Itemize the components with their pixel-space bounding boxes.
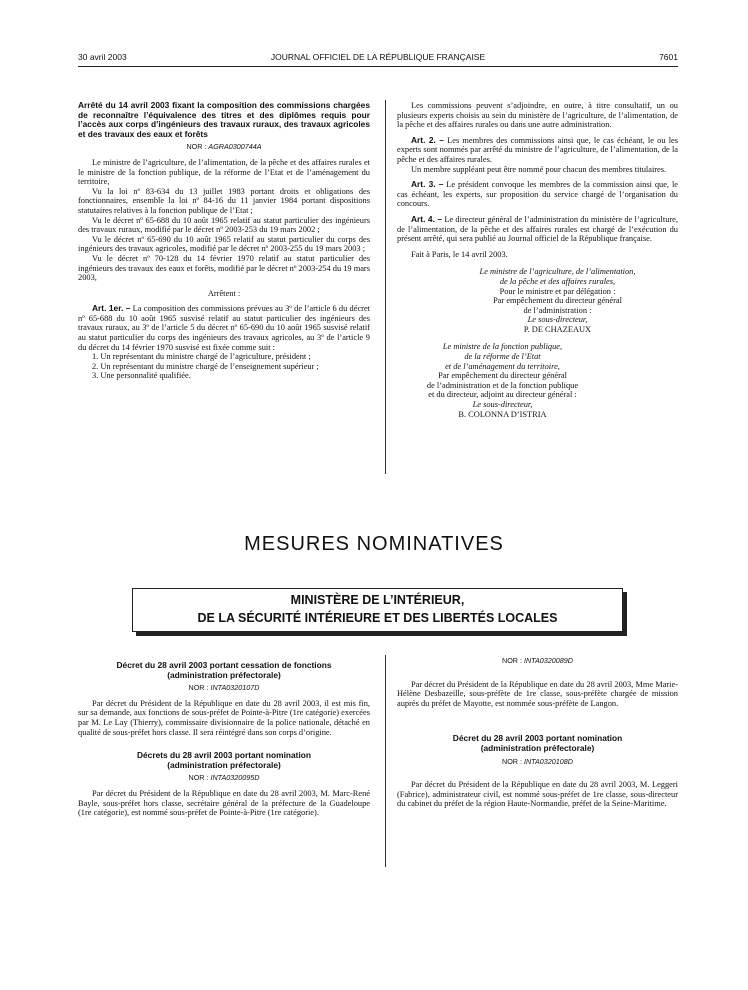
sig1-line-2: de la pêche et des affaires rurales, — [499, 276, 616, 286]
decret3-nor: NOR : INTA0320108D — [502, 756, 573, 766]
decret3-text: Par décret du Président de la République en date du 28 avril 2003, M. Leggeri (Fabrice), administrateur civil, est nommé sous-préfet de 1re classe, sous-directeur du cabinet du préfet de la région Haute-Normandie, préfet de la Seine-Maritime. — [397, 780, 678, 809]
arrete-title: Arrêté du 14 avril 2003 fixant la composition des commissions chargées de reconnaître l’équivalence des titres et des diplômes requis pour l’accès aux corps d’ingénieurs des travaux ruraux, des travaux agricoles et des travaux des eaux et forêts — [78, 100, 370, 139]
sig2-line-6: et du directeur, adjoint au directeur général : — [428, 390, 577, 400]
decret2-text: Par décret du Président de la République en date du 28 avril 2003, M. Marc-René Bayle, sous-préfet hors classe, secrétaire général de la préfecture de la Guadeloupe (1re catégorie), est nommé sous-préfet de Pointe-à-Pitre (1re catégorie). — [78, 788, 370, 818]
signature-block-1 — [397, 267, 678, 334]
header-date: 30 avril 2003 — [78, 52, 127, 62]
decret2b-text: Par décret du Président de la République en date du 28 avril 2003, Mme Marie-Hélène Desbazeille, sous-préfète de 1re classe, sous-préfète chargée de mission auprès du préfet de Mayotte, est nommée sous-préfète de Langon. — [397, 679, 678, 708]
ministry-line-1: MINISTÈRE DE L’INTÉRIEUR, — [290, 593, 465, 607]
sig2-line-2: de la réforme de l’Etat — [464, 352, 541, 362]
arrete-article-2b: Un membre suppléant peut être nommé pour chacun des membres titulaires. — [411, 164, 667, 174]
decrees-left-column — [78, 661, 370, 818]
arrete-arretent: Arrêtent : — [207, 288, 241, 298]
decret2b-nor: NOR : INTA0320089D — [502, 656, 573, 665]
sig1-line-6: Le sous-directeur, — [527, 315, 588, 325]
decrees-right-column — [397, 656, 678, 809]
header-journal-title: JOURNAL OFFICIEL DE LA RÉPUBLIQUE FRANÇAISE — [270, 52, 486, 62]
page-header — [78, 52, 678, 66]
sig2-line-3: et de l’aménagement du territoire, — [445, 361, 560, 371]
arrete-article-3: Art. 3. – Le président convoque les membres de la commission ainsi que, le cas échéant, les experts, sur proposition du service chargé de l’organisation du concours. — [397, 179, 678, 209]
header-page-number: 7601 — [659, 52, 678, 62]
section-heading-mesures: MESURES NOMINATIVES — [244, 533, 504, 555]
sig2-line-4: Par empêchement du directeur général — [438, 371, 567, 381]
column-divider-bottom — [385, 655, 386, 867]
arrete-preamble: Le ministre de l’agriculture, de l’alimentation, de la pêche et des affaires rurales et le ministre de la fonction publique, de la réforme de l’Etat et de l’aménagement du territoire, — [78, 157, 370, 187]
ministry-box — [132, 588, 623, 632]
signature-block-2 — [397, 342, 678, 419]
arrete-item-3: 3. Une personnalité qualifiée. — [92, 371, 191, 381]
sig1-signatory: P. DE CHAZEAUX — [523, 324, 592, 334]
decret1-title: Décret du 28 avril 2003 portant cessation de fonctions (administration préfectorale) — [116, 660, 332, 680]
decret2-nor: NOR : INTA0320095D — [188, 773, 260, 783]
column-divider — [385, 100, 386, 474]
arrete-fait: Fait à Paris, le 14 avril 2003. — [411, 249, 508, 259]
sig2-line-1: Le ministre de la fonction publique, — [442, 342, 563, 352]
arrete-visa-4: Vu le décret nº 70-128 du 14 février 1970 relatif au statut particulier des ingénieurs des travaux des eaux et forêts, modifié par le décret nº 2003-254 du 19 mars 2003, — [78, 253, 370, 283]
arrete-commissions-para: Les commissions peuvent s’adjoindre, en outre, à titre consultatif, un ou plusieurs experts choisis au sein du ministère de l’agriculture, de l’alimentation, de la pêche et des affaires rurales ou dans une autre administration. — [397, 101, 678, 130]
arrete-article-4: Art. 4. – Le directeur général de l’administration du ministère de l’agriculture, de l’alimentation, de la pêche et des affaires rurales est chargé de l’exécution du présent arrêté, qui sera publié au Journal officiel de la République française. — [397, 213, 678, 244]
sig1-line-1: Le ministre de l’agriculture, de l’alimentation, — [479, 267, 636, 277]
arrete-left-column — [78, 101, 370, 381]
sig1-line-5: de l’administration : — [523, 305, 592, 315]
arrete-item-2: 2. Un représentant du ministre chargé de l’enseignement supérieur ; — [92, 361, 319, 371]
arrete-visa-2: Vu le décret nº 65-688 du 10 août 1965 relatif au statut particulier des ingénieurs des travaux ruraux, modifié par le décret nº 2003-253 du 19 mars 2002 ; — [78, 215, 370, 235]
arrete-article-1: Art. 1er. – La composition des commissions prévues au 3º de l’article 6 du décret nº 65-688 du 10 août 1965 susvisé relatif au statut particulier des ingénieurs des travaux ruraux, au 3º de l’article 5 du décret nº 65-690 du 10 août 1965 susvisé relatif au statut particulier du corps des ingénieurs des travaux agricoles, au 3º de l’article 9 du décret du 14 février 1970 susvisé est fixée comme suit : — [78, 303, 370, 352]
arrete-visa-3: Vu le décret nº 65-690 du 10 août 1965 relatif au statut particulier du corps des ingénieurs des travaux agricoles, modifié par le décret nº 2003-255 du 19 mars 2003 ; — [78, 234, 370, 254]
sig2-signatory: B. COLONNA D’ISTRIA — [458, 409, 547, 419]
arrete-item-1: 1. Un représentant du ministre chargé de l’agriculture, président ; — [92, 352, 311, 362]
decret2-title: Décrets du 28 avril 2003 portant nomination (administration préfectorale) — [136, 750, 312, 770]
sig1-line-4: Par empêchement du directeur général — [493, 296, 622, 306]
ministry-line-2: DE LA SÉCURITÉ INTÉRIEURE ET DES LIBERTÉS LOCALES — [197, 611, 558, 625]
sig2-line-5: de l’administration et de la fonction publique — [426, 380, 579, 390]
arrete-visa-1: Vu la loi nº 83-634 du 13 juillet 1983 portant droits et obligations des fonctionnaires, ensemble la loi nº 84-16 du 11 janvier 1984 portant dispositions statutaires relatives à la fonction publique de l’Etat ; — [78, 186, 370, 215]
arrete-right-column — [397, 101, 678, 419]
decret1-text: Par décret du Président de la République en date du 28 avril 2003, il est mis fin, sur sa demande, aux fonctions de sous-préfet de Pointe-à-Pitre (1re catégorie) exercées par M. Le Lay (Thierry), commissaire divisionnaire de la police nationale, détaché en qualité de sous-préfet hors classe. Il sera réintégré dans son corps d’origine. — [78, 698, 370, 737]
decret3-title: Décret du 28 avril 2003 portant nomination (administration préfectorale) — [452, 733, 623, 753]
header-rule — [78, 66, 678, 67]
arrete-article-2: Art. 2. – Les membres des commissions ainsi que, le cas échéant, le ou les experts sont nommés par arrêté du ministre de l’agriculture, de l’alimentation, de la pêche et des affaires rurales. — [397, 134, 678, 164]
arrete-nor: NOR : AGRA0300744A — [186, 142, 262, 152]
sig2-line-7: Le sous-directeur, — [472, 400, 533, 410]
decret1-nor: NOR : INTA0320107D — [188, 683, 260, 693]
sig1-line-3: Pour le ministre et par délégation : — [499, 286, 616, 296]
